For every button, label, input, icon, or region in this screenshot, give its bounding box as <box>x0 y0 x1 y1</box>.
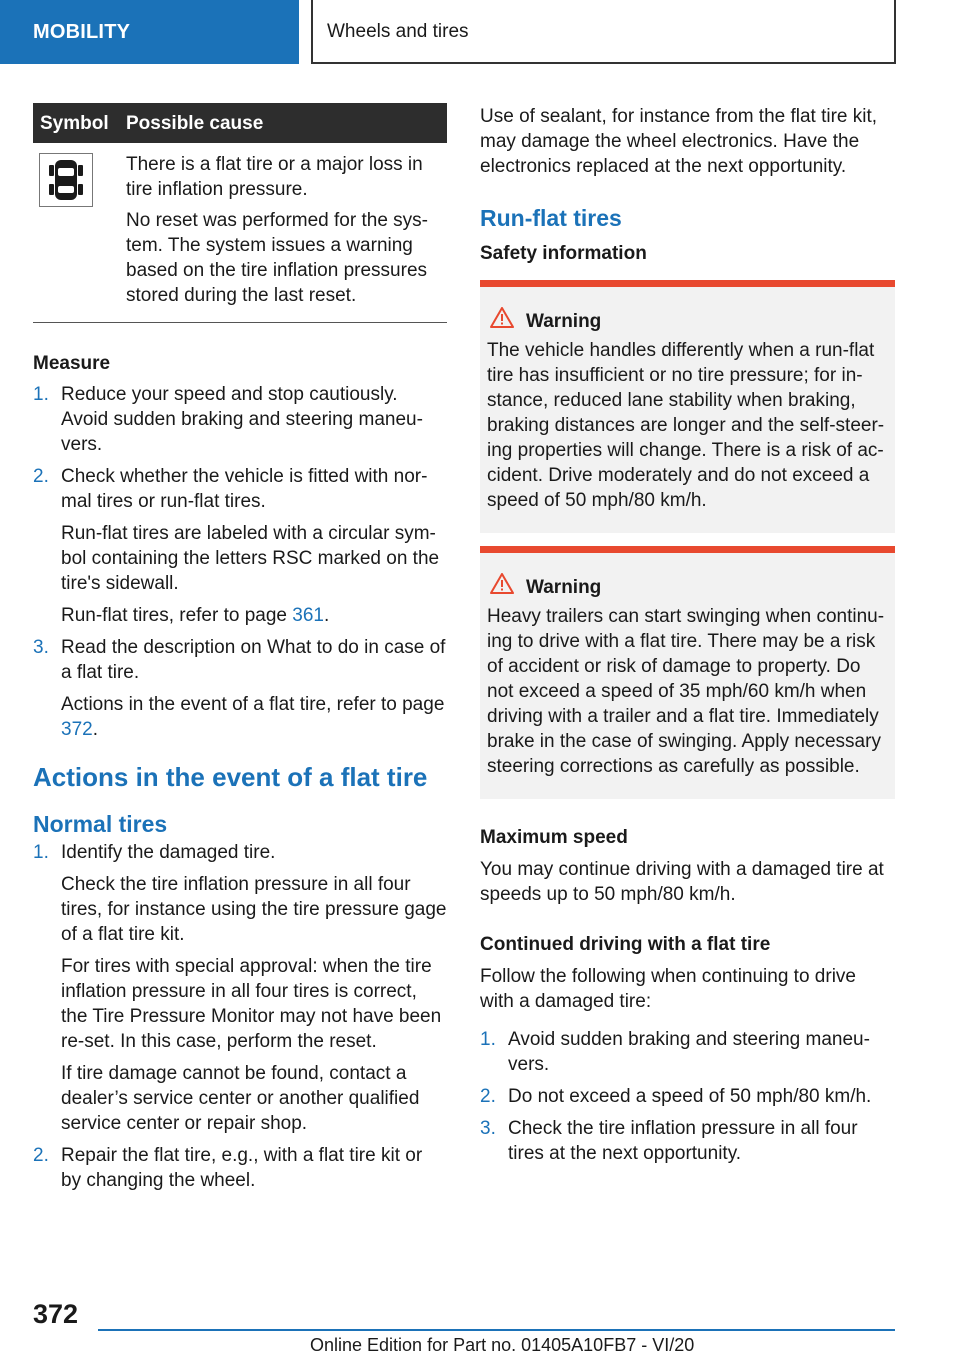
list-item <box>33 840 447 1136</box>
left-column <box>33 103 447 1200</box>
step-text: Read the description on What to do in case of a flat tire. <box>61 637 446 683</box>
page-link[interactable]: 361 <box>292 605 324 626</box>
step-text: Avoid sudden braking and steering maneu-vers. <box>508 1029 870 1075</box>
section-heading: Actions in the event of a flat tire <box>33 762 428 792</box>
step-text: Check the tire inflation pressure in all four tires at the next opportunity. <box>508 1118 858 1164</box>
max-speed-text: You may continue driving with a damaged tire at speeds up to 50 mph/80 km/h. <box>480 859 884 905</box>
chapter-title: Wheels and tires <box>327 20 469 42</box>
col-header-symbol: Symbol <box>33 103 126 143</box>
runflat-heading: Run-flat tires <box>480 205 622 231</box>
subsection-heading: Normal tires <box>33 811 168 837</box>
warning-triangle-icon <box>490 573 514 601</box>
continued-steps <box>480 1027 895 1166</box>
continued-title: Continued driving with a flat tire <box>480 934 771 955</box>
warning-box <box>480 546 895 799</box>
step-number: 2. <box>33 1145 49 1166</box>
measure-steps <box>33 382 447 742</box>
right-column <box>480 104 895 1173</box>
step-text: Do not exceed a speed of 50 mph/80 km/h. <box>508 1086 872 1107</box>
footer-rule <box>98 1329 895 1331</box>
list-item <box>33 464 447 628</box>
flat-tire-steps <box>33 840 447 1193</box>
page-reference: Actions in the event of a flat tire, refer to page 372. <box>61 694 445 740</box>
warning-text: Heavy trailers can start swinging when continu-ing to drive with a flat tire. There may be a risk of accident or risk of damage to property. Do not exceed a speed of 35 mph/60 km/h when driving with a trailer and a flat tire. Immediately brake in the case of swinging. Apply necessary steering corrections as carefully as possible. <box>487 606 885 777</box>
continued-text: Follow the following when continuing to drive with a damaged tire: <box>480 966 856 1012</box>
safety-title: Safety information <box>480 243 647 264</box>
warning-title: Warning <box>526 310 602 332</box>
list-item <box>480 1027 895 1077</box>
cause-text: There is a flat tire or a major loss in tire inflation pressure. <box>126 154 423 200</box>
list-item <box>33 382 447 457</box>
step-text: Reduce your speed and stop cautiously. Avoid sudden braking and steering maneu-vers. <box>61 384 423 455</box>
measure-title: Measure <box>33 353 111 374</box>
step-number: 1. <box>33 384 49 405</box>
step-text: Repair the flat tire, e.g., with a flat tire kit or by changing the wheel. <box>61 1145 423 1191</box>
page-number: 372 <box>33 1299 79 1329</box>
warning-triangle-icon <box>490 307 514 335</box>
list-item <box>480 1084 895 1109</box>
warning-box <box>480 280 895 533</box>
section-tab <box>0 0 299 64</box>
warning-text: The vehicle handles differently when a run-flat tire has insufficient or no tire pressure; for in-stance, reduced lane stability when braking, braking distances are longer and the self-steer-ing properties will change. There is a risk of ac-cident. Drive moderately and do not exceed a speed of 50 mph/80 km/h. <box>487 340 885 511</box>
step-number: 2. <box>33 466 49 487</box>
col-header-cause: Possible cause <box>126 103 447 143</box>
step-number: 2. <box>480 1086 496 1107</box>
warning-title: Warning <box>526 576 602 598</box>
step-text: Check the tire inflation pressure in all four tires, for instance using the tire pressure gage of a flat tire kit. <box>61 874 447 945</box>
step-text: If tire damage cannot be found, contact a dealer’s service center or another qualified service center or repair shop. <box>61 1063 420 1134</box>
car-tire-warning-icon <box>39 153 93 207</box>
edition-note: Online Edition for Part no. 01405A10FB7 - VI/20 <box>310 1335 695 1355</box>
step-number: 1. <box>480 1029 496 1050</box>
cause-text: No reset was performed for the sys-tem. The system issues a warning based on the tire inflation pressures stored during the last reset. <box>126 210 428 306</box>
chapter-tab <box>311 0 896 64</box>
step-text: For tires with special approval: when the tire inflation pressure in all four tires is correct, the Tire Pressure Monitor may not have been re-set. In this case, perform the reset. <box>61 956 442 1052</box>
list-item <box>33 1143 447 1193</box>
list-item <box>33 635 447 742</box>
list-item <box>480 1116 895 1166</box>
step-number: 1. <box>33 842 49 863</box>
page-link[interactable]: 372 <box>61 719 93 740</box>
step-number: 3. <box>480 1118 496 1139</box>
step-text: Check whether the vehicle is fitted with nor-mal tires or run-flat tires. <box>61 466 428 512</box>
section-label: MOBILITY <box>33 20 131 43</box>
max-speed-title: Maximum speed <box>480 827 628 848</box>
symbol-table <box>33 103 447 323</box>
step-number: 3. <box>33 637 49 658</box>
step-text: Run-flat tires are labeled with a circular sym-bol containing the letters RSC marked on the tire's sidewall. <box>61 523 440 594</box>
sealant-note: Use of sealant, for instance from the flat tire kit, may damage the wheel electronics. Have the electronics replaced at the next opportunity. <box>480 106 878 177</box>
step-text: Identify the damaged tire. <box>61 842 276 863</box>
page-reference: Run-flat tires, refer to page 361. <box>61 605 330 626</box>
table-row <box>33 143 447 323</box>
